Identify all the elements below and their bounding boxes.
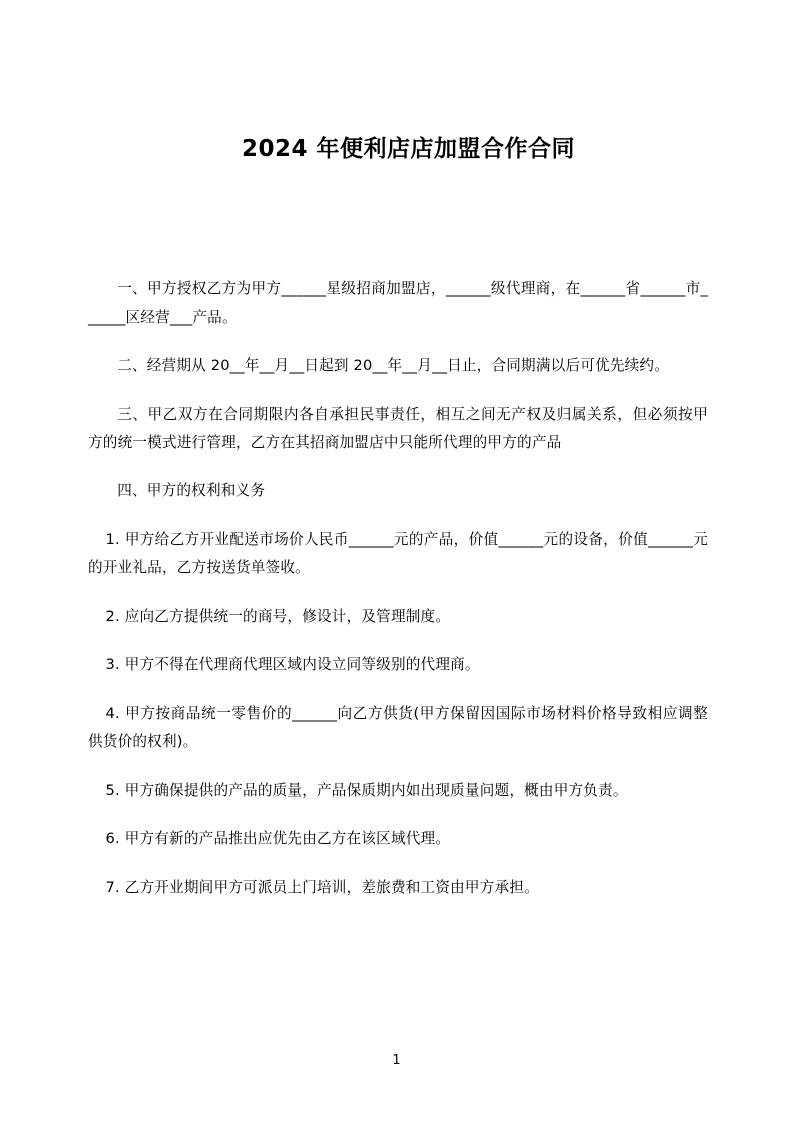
paragraph-clause-4-7: 7. 乙方开业期间甲方可派员上门培训，差旅费和工资由甲方承担。 [105,878,539,896]
paragraph-clause-4-6: 6. 甲方有新的产品推出应优先由乙方在该区域代理。 [105,830,451,848]
document-body [88,275,708,902]
paragraph-clause-4-5: 5. 甲方确保提供的产品的质量，产品保质期内如出现质量问题，概由甲方负责。 [105,781,628,799]
paragraph-clause-4-3: 3. 甲方不得在代理商代理区域内设立同等级别的代理商。 [105,656,480,674]
paragraph-clause-3: 三、甲乙双方在合同期限内各自承担民事责任，相互之间无产权及归属关系，但必须按甲方的统一模式进行管理，乙方在其招商加盟店中只能所代理的甲方的产品 [88,405,708,451]
paragraph-clause-4-1: 1. 甲方给乙方开业配送市场价人民币______元的产品，价值______元的设备，价值______元的开业礼品，乙方按送货单签收。 [88,530,708,577]
paragraph-clause-1: 一、甲方授权乙方为甲方______星级招商加盟店，______级代理商，在______省______市______区经营___产品。 [88,280,708,326]
page-title: 2024 年便利店店加盟合作合同 [242,136,576,162]
paragraph-clause-4-2: 2. 应向乙方提供统一的商号，修设计，及管理制度。 [105,607,451,625]
paragraph-clause-4-4: 4. 甲方按商品统一零售价的______向乙方供货(甲方保留因国际市场材料价格导致相应调整供货价的权利)。 [88,704,708,751]
page-number: 1 [392,1053,401,1068]
document-content [88,0,708,922]
paragraph-clause-4: 四、甲方的权利和义务 [117,482,266,500]
paragraph-clause-2: 二、经营期从 20__年__月__日起到 20__年__月__日止，合同期满以后可优先续约。 [117,357,669,375]
